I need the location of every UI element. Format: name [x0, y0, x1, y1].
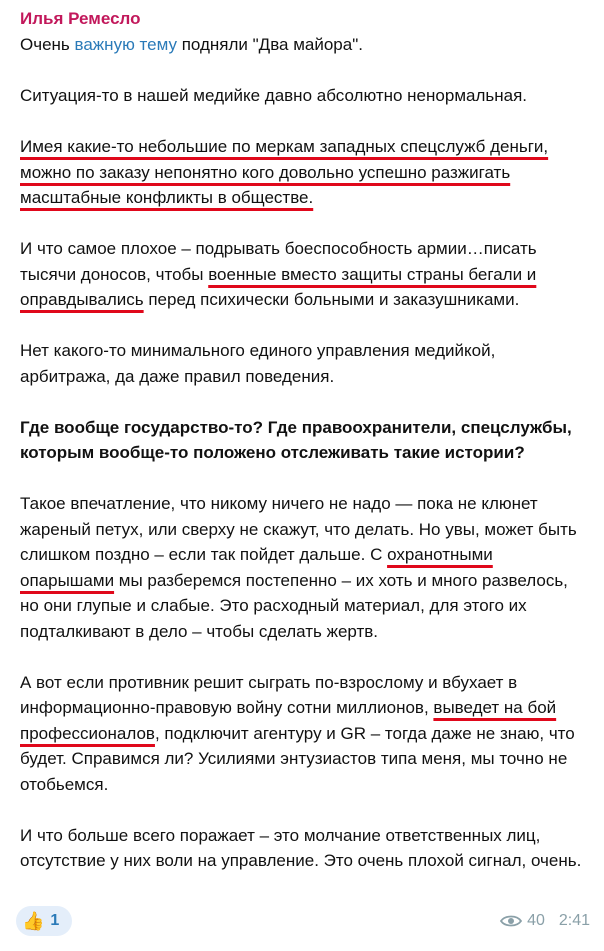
paragraph-7-text-end: мы разберемся постепенно – их хоть и много развелось, но они глупые и слабые. Это расходный материал, для этого их подталкивают в дело – чтобы сделать жертв.: [20, 570, 568, 641]
paragraph-8-text: А вот если противник решит сыграть по-взрослому и вбухает в информационно-правовую войну сотни миллионов,: [20, 672, 518, 717]
reaction-count: 1: [50, 912, 60, 929]
paragraph-7-underlined: охранотными опарышами: [20, 545, 493, 590]
paragraph-2: Ситуация-то в нашей медийке давно абсолютно ненормальная.: [20, 86, 528, 105]
paragraph-4-underlined: военные вместо защиты страны бегали и оправдывались: [20, 264, 537, 309]
views-count: 40: [527, 912, 545, 929]
paragraph-1-text-end: подняли "Два майора".: [176, 35, 363, 54]
author-name[interactable]: Илья Ремесло: [20, 9, 141, 28]
paragraph-8-text-end: , подключит агентуру и GR – тогда даже не знаю, что будет. Справимся ли? Усилиями энтузиастов типа меня, мы точно не отобьемся.: [20, 723, 575, 794]
paragraph-3: Имея какие-то небольшие по меркам западных спецслужб деньги, можно по заказу непонятно кого довольно успешно разжигать масштабные конфликты в обществе.: [20, 137, 549, 207]
paragraph-9: И что больше всего поражает – это молчание ответственных лиц, отсутствие у них воли на управление. Это очень плохой сигнал, очень.: [20, 825, 582, 870]
paragraph-8: [20, 670, 588, 798]
paragraph-7-text: Такое впечатление, что никому ничего не надо — пока не клюнет жареный петух, или сверху не скажут, что делать. Но увы, может быть слишком поздно – если так пойдет дальше. С: [20, 494, 577, 564]
reaction-button[interactable]: [16, 906, 72, 936]
paragraph-4-text-end: перед психически больными и заказушниками.: [143, 290, 520, 309]
paragraph-6: Где вообще государство-то? Где правоохранители, спецслужбы, которым вообще-то положено отслеживать такие истории?: [20, 417, 572, 462]
paragraph-4-text: И что самое плохое – подрывать боеспособность армии…писать тысячи доносов, чтобы: [20, 239, 537, 284]
thumbs-up-icon: 👍: [22, 911, 45, 931]
message-time: 2:41: [558, 912, 590, 929]
paragraph-8-underlined: выведет на бой профессионалов: [20, 698, 557, 743]
paragraph-1-text: Очень: [20, 35, 75, 54]
inline-link[interactable]: важную тему: [74, 35, 177, 54]
paragraph-5: Нет какого-то минимального единого управления медийкой, арбитража, да даже правил поведения.: [20, 341, 496, 386]
message-meta: [500, 912, 590, 930]
eye-icon: [500, 914, 522, 928]
paragraph-7: [20, 491, 588, 644]
message-footer: [16, 906, 590, 938]
paragraph-4: [20, 236, 588, 313]
paragraph-1: [20, 32, 588, 58]
